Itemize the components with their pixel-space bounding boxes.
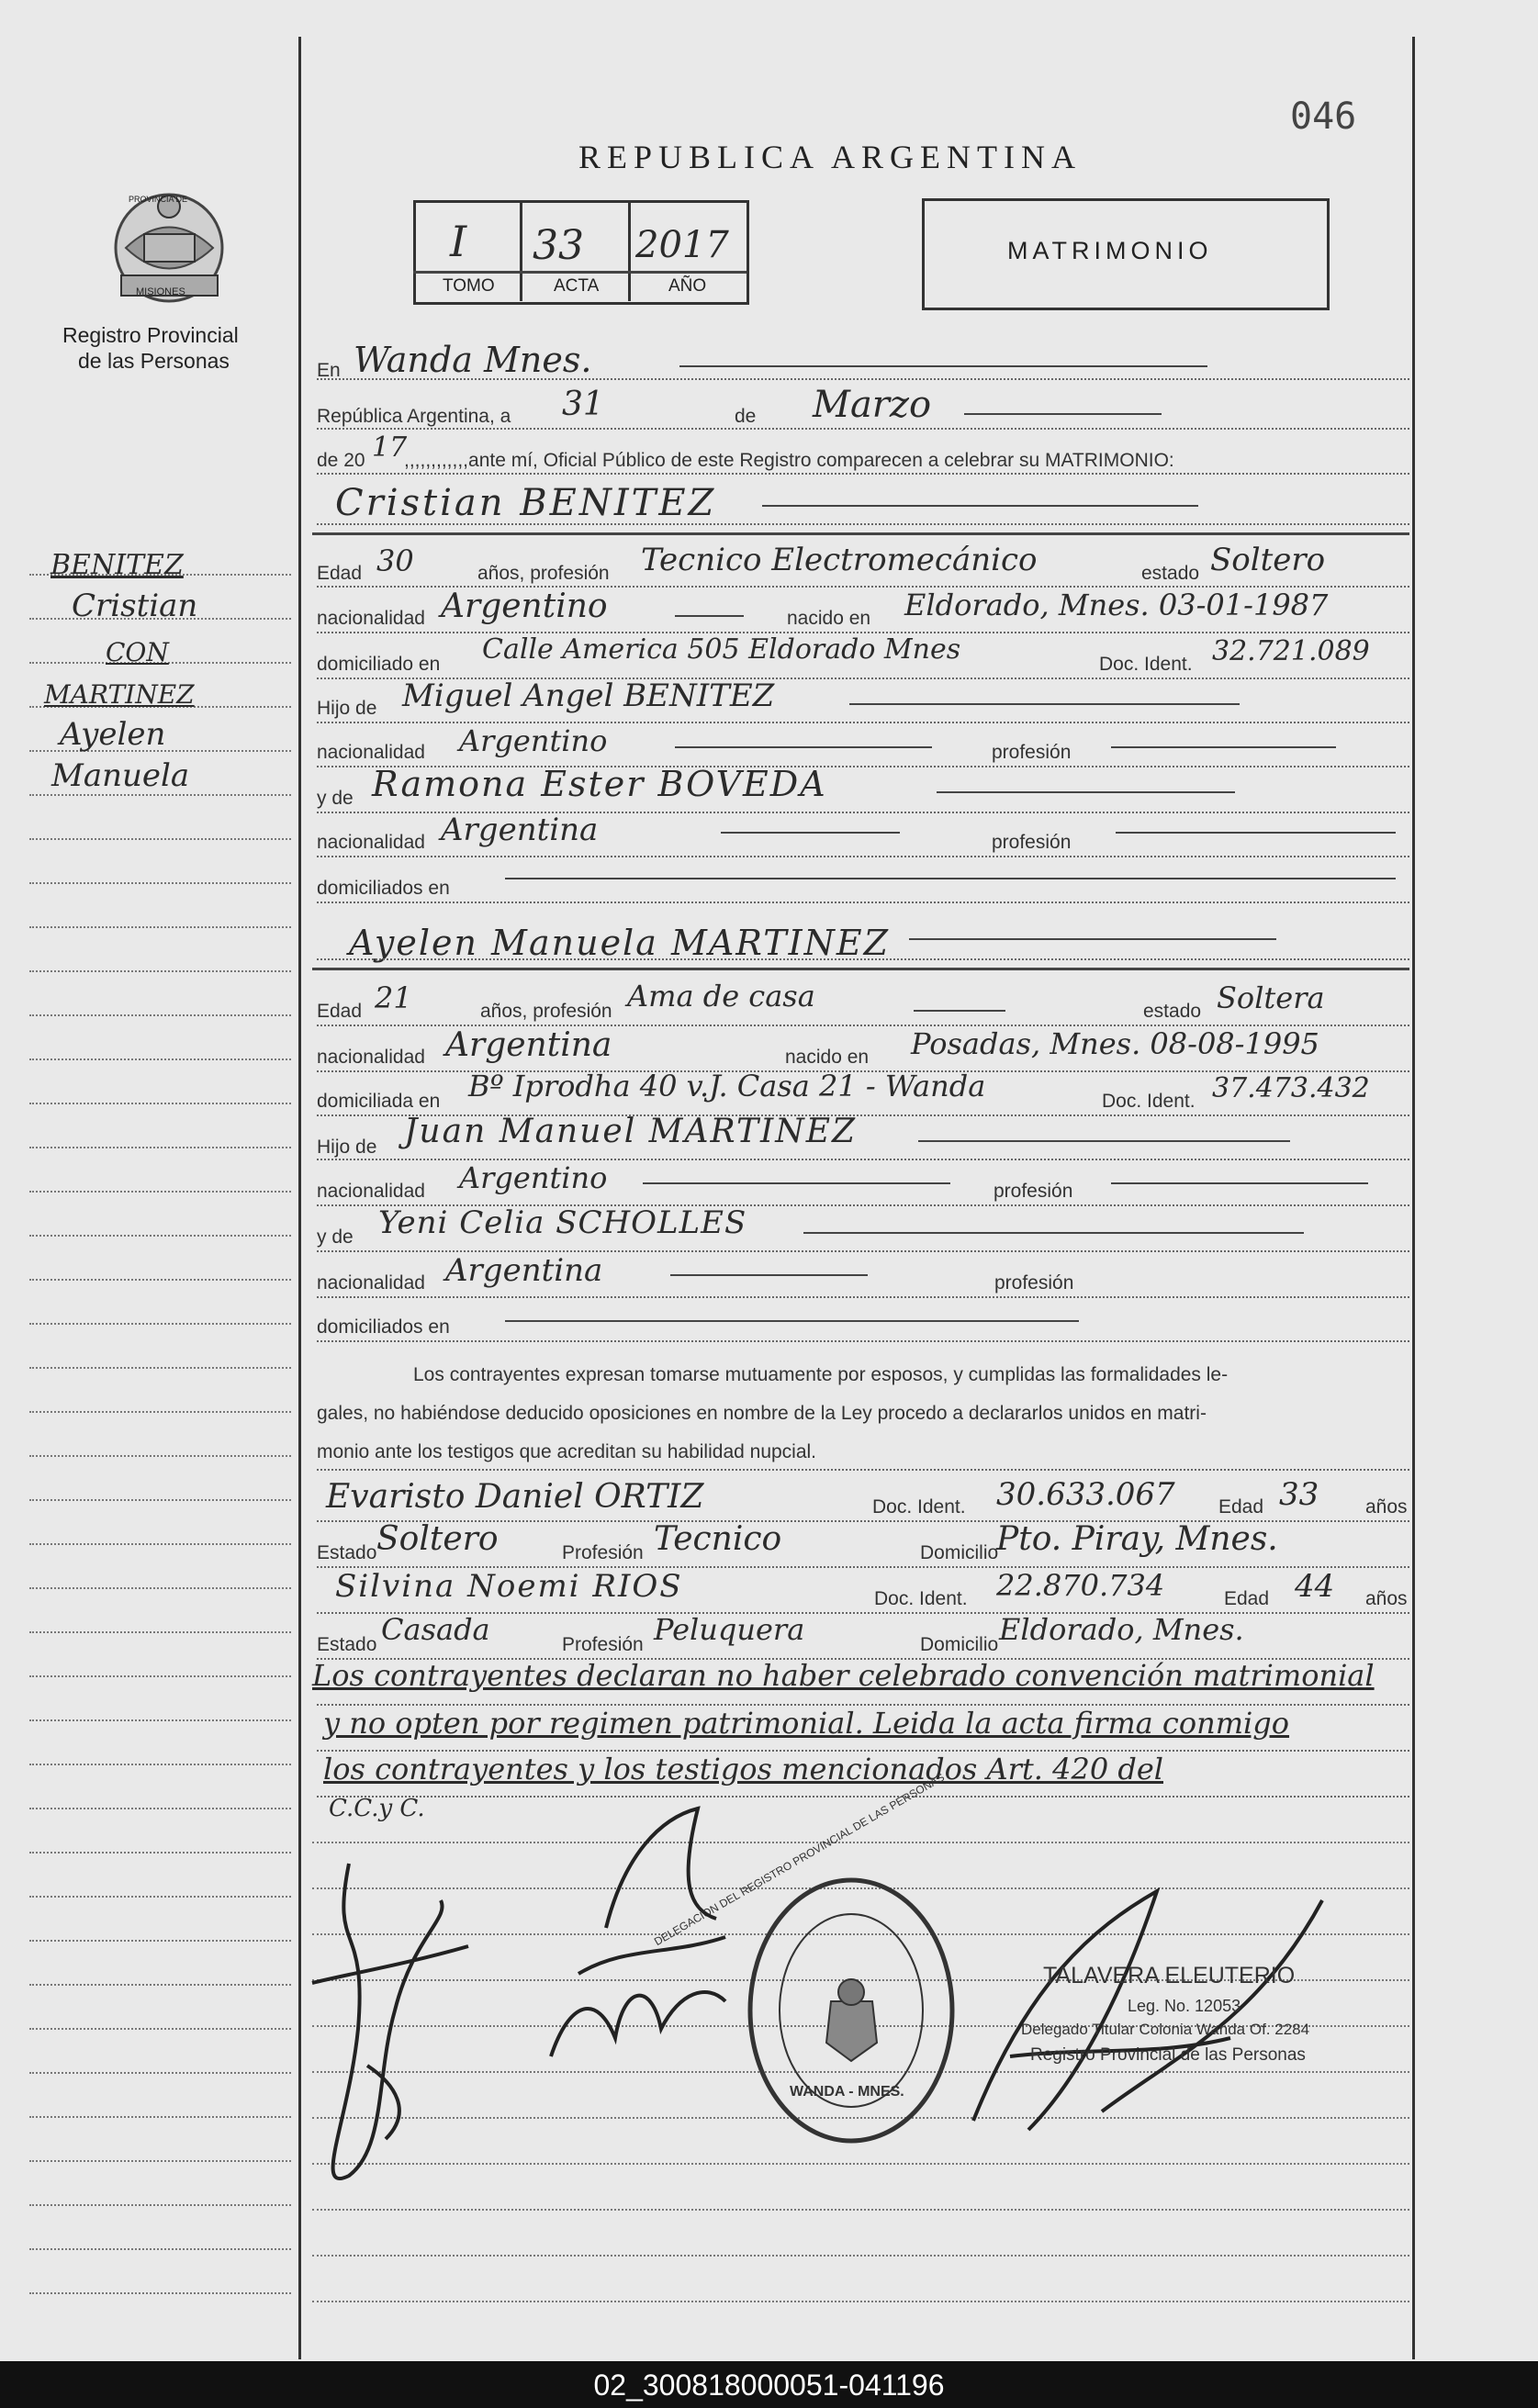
intro-text: ,,,,,,,,,,,,ante mí, Oficial Público de este Registro comparecen a celebrar su MATRIMONIO: — [404, 450, 1174, 471]
margin-l6: Manuela — [51, 757, 190, 794]
margin-rule — [29, 1367, 291, 1369]
notes-line2: y no opten por regimen patrimonial. Leida la acta firma conmigo — [323, 1706, 1290, 1741]
signature-1 — [294, 1845, 496, 2212]
signature-2 — [514, 1799, 762, 2093]
margin-rule — [29, 794, 291, 796]
stamp-name: TALAVERA ELEUTERIO — [1043, 1963, 1296, 1988]
s2-estado: Soltera — [1217, 980, 1325, 1015]
s2-dompad-label: domiciliados en — [317, 1316, 450, 1338]
margin-rule — [29, 1675, 291, 1677]
stamp-leg: Leg. No. 12053 — [1128, 1997, 1241, 2015]
s2-madre: Yeni Celia SCHOLLES — [378, 1204, 747, 1241]
s2-domicilio: Bº Iprodha 40 v.J. Casa 21 - Wanda — [468, 1069, 986, 1103]
margin-rule — [29, 2292, 291, 2294]
s1-padre-nac: Argentino — [459, 723, 608, 758]
registry-line1: Registro Provincial — [62, 323, 239, 347]
body-rule — [312, 2301, 1409, 2302]
margin-rule — [29, 1984, 291, 1986]
margin-rule — [29, 838, 291, 840]
margin-rule — [29, 1852, 291, 1854]
w2-doc: 22.870.734 — [996, 1568, 1165, 1603]
margin-rule — [29, 1631, 291, 1633]
s1-estado-label: estado — [1141, 563, 1200, 584]
declaration-line3: monio ante los testigos que acreditan su habilidad nupcial. — [317, 1441, 817, 1462]
act-type: MATRIMONIO — [1007, 237, 1213, 264]
s1-madre: Ramona Ester BOVEDA — [372, 764, 827, 804]
w1-edad-label: Edad — [1218, 1496, 1264, 1518]
margin-rule — [29, 2204, 291, 2206]
margin-rule — [29, 1719, 291, 1721]
w2-profesion: Peluquera — [654, 1612, 805, 1647]
s1-dom-label: domiciliado en — [317, 654, 441, 675]
s1-yde-label: y de — [317, 788, 354, 809]
s2-dom-label: domiciliada en — [317, 1091, 441, 1112]
w1-doc-label: Doc. Ident. — [872, 1496, 966, 1518]
s1-padre: Miguel Angel BENITEZ — [402, 678, 775, 714]
spouse1-name: Cristian BENITEZ — [335, 482, 717, 524]
year-prefix: de 20 — [317, 450, 365, 471]
s1-nac-label: nacionalidad — [317, 608, 425, 629]
s1-nacionalidad: Argentino — [441, 588, 608, 625]
stamp-org: Registro Provincial de las Personas — [1030, 2045, 1306, 2065]
w1-estado: Soltero — [376, 1520, 499, 1558]
s1-edad-label: Edad — [317, 563, 363, 584]
seal-top-text: PROVINCIA DE — [129, 195, 188, 204]
w2-estado-label: Estado — [317, 1634, 377, 1655]
s2-madre-nac: Argentina — [445, 1252, 603, 1289]
margin-rule — [29, 1411, 291, 1413]
month: Marzo — [813, 384, 932, 426]
acta-label: ACTA — [554, 276, 600, 296]
margin-l3: CON — [106, 637, 169, 667]
margin-rule — [29, 970, 291, 972]
body-rule — [312, 2255, 1409, 2257]
footer-code: 02_300818000051-041196 — [593, 2369, 945, 2402]
de-label: de — [735, 406, 757, 427]
s1-madre-nac-label: nacionalidad — [317, 832, 425, 853]
en-label: En — [317, 360, 341, 381]
s2-estado-label: estado — [1143, 1001, 1202, 1022]
margin-rule — [29, 1323, 291, 1325]
w1-prof-label: Profesión — [562, 1542, 644, 1563]
s1-doc-label: Doc. Ident. — [1099, 654, 1193, 675]
s2-padre-nac-label: nacionalidad — [317, 1181, 425, 1202]
w1-edad: 33 — [1279, 1476, 1319, 1513]
s2-doc: 37.473.432 — [1212, 1072, 1370, 1104]
spouse2-name: Ayelen Manuela MARTINEZ — [349, 923, 890, 963]
w1-estado-label: Estado — [317, 1542, 377, 1563]
margin-rule — [29, 1587, 291, 1589]
margin-rule — [29, 1279, 291, 1281]
s2-doc-label: Doc. Ident. — [1102, 1091, 1196, 1112]
tomo-label: TOMO — [443, 276, 495, 296]
margin-rule — [29, 1191, 291, 1193]
margin-rule — [29, 1147, 291, 1148]
margin-rule — [29, 1455, 291, 1457]
s1-hijo-label: Hijo de — [317, 698, 377, 719]
s1-padre-nac-label: nacionalidad — [317, 742, 425, 763]
w2-doc-label: Doc. Ident. — [874, 1588, 968, 1609]
s2-padre-nac: Argentino — [459, 1160, 608, 1195]
margin-rule — [29, 1543, 291, 1545]
declaration-line1: Los contrayentes expresan tomarse mutuamente por esposos, y cumplidas las formalidades le- — [413, 1364, 1229, 1385]
s2-padre-prof-label: profesión — [994, 1181, 1073, 1202]
s2-nacionalidad: Argentina — [445, 1026, 612, 1064]
place: Wanda Mnes. — [354, 340, 592, 380]
margin-rule — [29, 1940, 291, 1942]
right-edge-line — [1412, 37, 1415, 2359]
day: 31 — [562, 386, 604, 423]
margin-rule — [29, 926, 291, 928]
stamp-round-text: DELEGACION DEL REGISTRO PROVINCIAL DE LAS PERSONAS — [652, 1770, 947, 1949]
s1-profesion: Tecnico Electromecánico — [641, 542, 1038, 578]
s2-prof-label: años, profesión — [480, 1001, 612, 1022]
s2-madre-nac-label: nacionalidad — [317, 1272, 425, 1294]
margin-rule — [29, 1499, 291, 1501]
w1-name: Evaristo Daniel ORTIZ — [326, 1478, 704, 1516]
s1-edad: 30 — [376, 543, 414, 578]
acta-value: 33 — [533, 222, 584, 269]
s2-nacido: Posadas, Mnes. 08-08-1995 — [911, 1026, 1319, 1061]
registry-line2: de las Personas — [78, 349, 230, 373]
tomo-value: I — [450, 217, 467, 266]
w2-domicilio: Eldorado, Mnes. — [999, 1612, 1244, 1647]
s2-madre-prof-label: profesión — [994, 1272, 1074, 1294]
w1-domicilio: Pto. Piray, Mnes. — [996, 1520, 1278, 1558]
s1-estado: Soltero — [1210, 542, 1326, 578]
margin-rule — [29, 1058, 291, 1060]
margin-rule — [29, 1103, 291, 1104]
w1-doc: 30.633.067 — [996, 1476, 1175, 1513]
s1-nacido: Eldorado, Mnes. 03-01-1987 — [904, 588, 1329, 622]
anio-value: 2017 — [635, 224, 729, 266]
margin-rule — [29, 1896, 291, 1898]
notes-line3: los contrayentes y los testigos mencionados Art. 420 del — [323, 1752, 1163, 1786]
s2-edad-label: Edad — [317, 1001, 363, 1022]
s1-madre-nac: Argentina — [441, 812, 599, 848]
w2-edad: 44 — [1295, 1568, 1335, 1605]
margin-rule — [29, 1014, 291, 1016]
margin-l5: Ayelen — [60, 716, 166, 753]
s2-hijo-label: Hijo de — [317, 1137, 377, 1158]
w2-edad-label: Edad — [1224, 1588, 1270, 1609]
s1-prof-label: años, profesión — [477, 563, 610, 584]
official-round-stamp-icon — [744, 1873, 960, 2148]
s2-nacido-label: nacido en — [785, 1047, 870, 1068]
notes-line4: C.C.y C. — [329, 1795, 425, 1822]
s1-padre-prof-label: profesión — [992, 742, 1072, 763]
w2-anios-label: años — [1365, 1588, 1408, 1609]
w2-estado: Casada — [381, 1612, 490, 1647]
s1-madre-prof-label: profesión — [992, 832, 1072, 853]
w1-anios-label: años — [1365, 1496, 1408, 1518]
s2-edad: 21 — [375, 980, 412, 1015]
s2-nac-label: nacionalidad — [317, 1047, 425, 1068]
s1-doc: 32.721.089 — [1212, 635, 1370, 667]
page-number: 046 — [1290, 95, 1357, 138]
stamp-round-city: WANDA - MNES. — [790, 2084, 904, 2100]
margin-l1: BENITEZ — [51, 549, 184, 581]
margin-l2: Cristian — [72, 588, 198, 624]
body-rule — [312, 1842, 1409, 1843]
section-divider-1 — [312, 532, 1409, 535]
seal-bottom-text: MISIONES — [136, 286, 185, 297]
declaration-line2: gales, no habiéndose deducido oposiciones en nombre de la Ley procedo a declararlos unidos en matri- — [317, 1403, 1207, 1424]
w1-profesion: Tecnico — [654, 1520, 782, 1558]
s2-profesion: Ama de casa — [627, 979, 815, 1014]
s2-padre: Juan Manuel MARTINEZ — [404, 1113, 858, 1150]
margin-rule — [29, 2160, 291, 2162]
margin-rule — [29, 2116, 291, 2118]
s1-domicilio: Calle America 505 Eldorado Mnes — [482, 633, 961, 666]
w2-prof-label: Profesión — [562, 1634, 644, 1655]
s2-yde-label: y de — [317, 1226, 354, 1248]
republica-label: República Argentina, a — [317, 406, 511, 427]
section-divider-2 — [312, 968, 1409, 970]
margin-rule — [29, 1808, 291, 1809]
margin-rule — [29, 1764, 291, 1765]
w1-dom-label: Domicilio — [920, 1542, 999, 1563]
w2-name: Silvina Noemi RIOS — [335, 1568, 683, 1605]
s1-dompad-label: domiciliados en — [317, 878, 450, 899]
margin-rule — [29, 882, 291, 884]
country-title: REPUBLICA ARGENTINA — [578, 139, 1083, 175]
margin-rule — [29, 2248, 291, 2250]
year-hand: 17 — [372, 431, 408, 464]
margin-rule — [29, 2072, 291, 2074]
notes-line1: Los contrayentes declaran no haber celebrado convención matrimonial — [312, 1658, 1375, 1693]
w2-dom-label: Domicilio — [920, 1634, 999, 1655]
margin-rule — [29, 1235, 291, 1237]
margin-rule — [29, 2028, 291, 2030]
s1-nacido-label: nacido en — [787, 608, 871, 629]
margin-l4: MARTINEZ — [44, 679, 195, 710]
stamp-role: Delegado Titular Colonia Wanda Of. 2284 — [1021, 2021, 1310, 2038]
anio-label: AÑO — [668, 276, 707, 296]
